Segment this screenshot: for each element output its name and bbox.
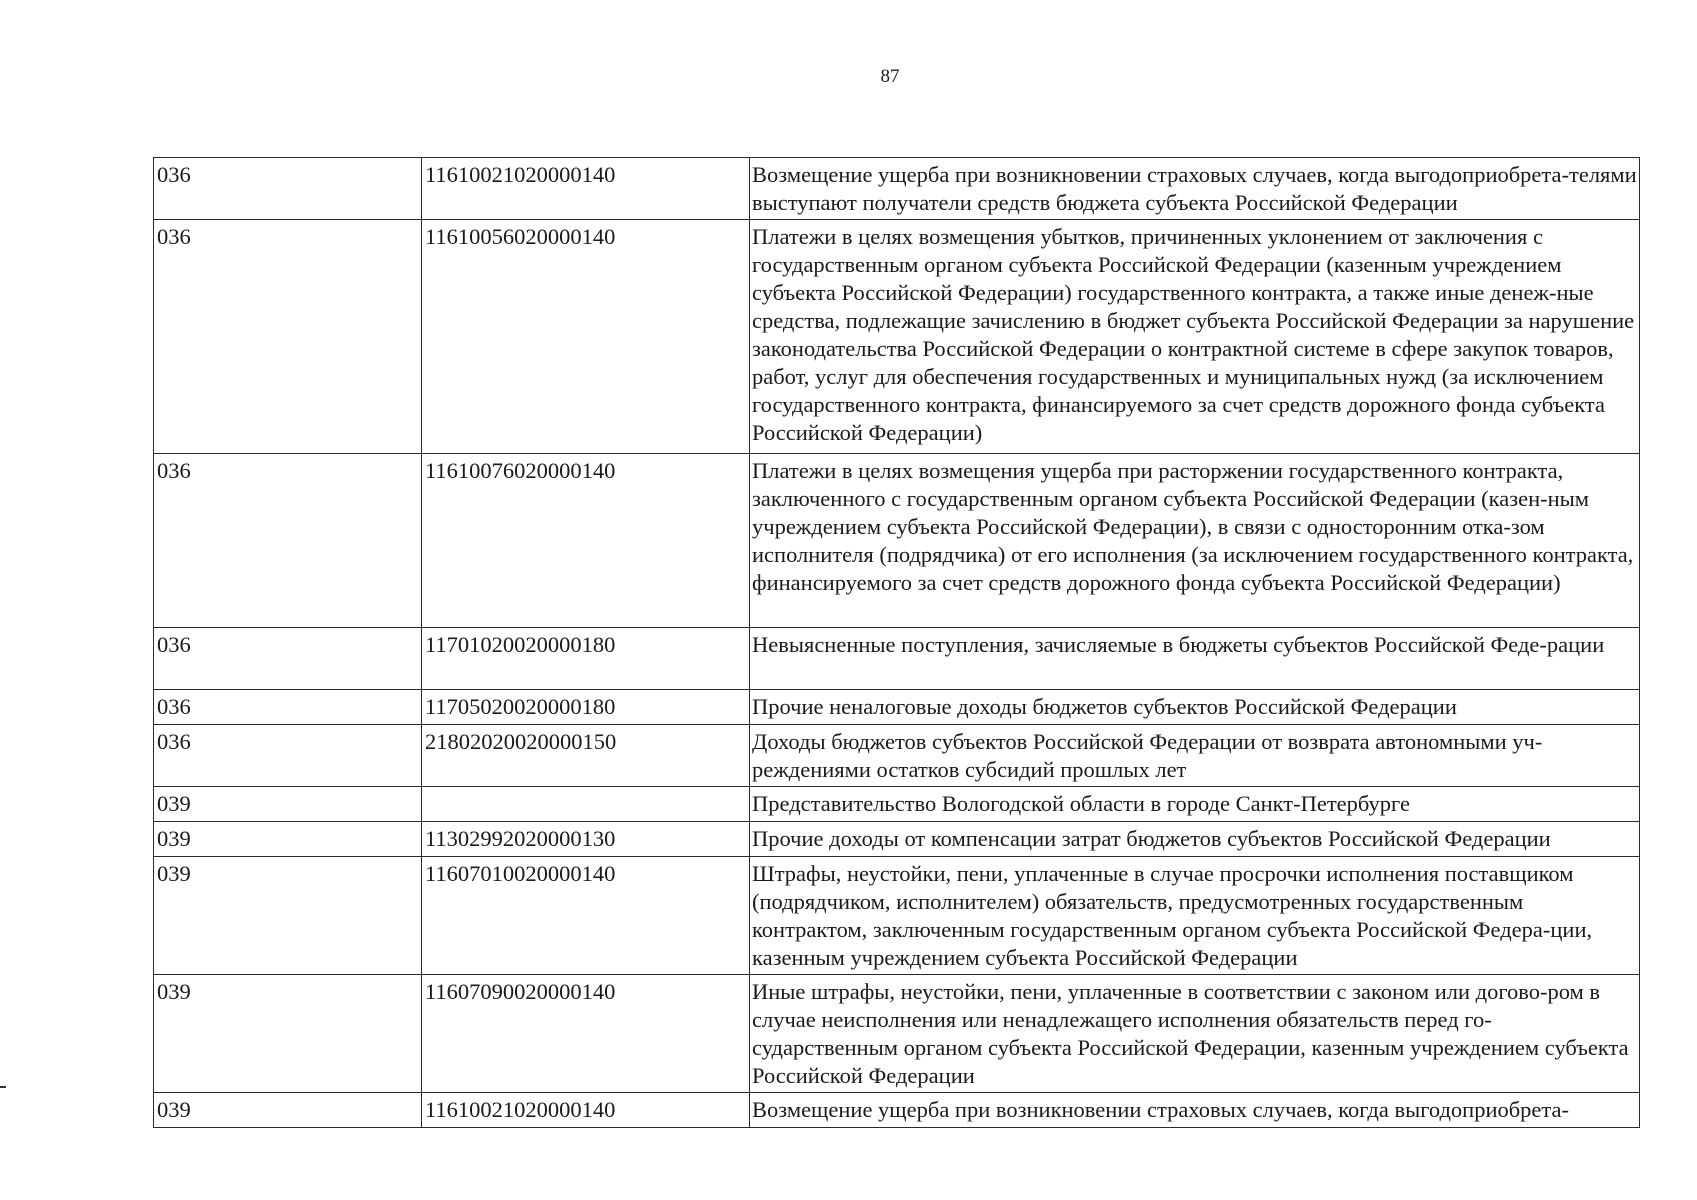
admin-code-cell: 039	[154, 787, 422, 822]
table-row	[154, 787, 1640, 822]
admin-code-cell: 036	[154, 725, 422, 787]
table-row	[154, 628, 1640, 690]
table-row	[154, 690, 1640, 725]
description-cell: Штрафы, неустойки, пени, уплаченные в случае просрочки исполнения поставщиком (подрядчиком, исполнителем) обязательств, предусмотренных государственным контрактом, заключенным государственным органом субъекта Российской Федера-ции, казенным учреждением субъекта Российской Федерации	[750, 857, 1640, 975]
admin-code-cell: 039	[154, 975, 422, 1093]
description-cell: Возмещение ущерба при возникновении страховых случаев, когда выгодоприобрета-телями выступают получатели средств бюджета субъекта Российской Федерации	[750, 158, 1640, 220]
description-cell: Доходы бюджетов субъектов Российской Федерации от возврата автономными уч-реждениями остатков субсидий прошлых лет	[750, 725, 1640, 787]
budget-code-cell: 11610021020000140	[422, 158, 750, 220]
admin-code-cell: 036	[154, 158, 422, 220]
budget-code-cell: 21802020020000150	[422, 725, 750, 787]
description-cell: Платежи в целях возмещения ущерба при расторжении государственного контракта, заключенного с государственным органом субъекта Российской Федерации (казен-ным учреждением субъекта Российской Федерации), в связи с односторонним отка-зом исполнителя (подрядчика) от его исполнения (за исключением государственного контракта, финансируемого за счет средств дорожного фонда субъекта Российской Федерации)	[750, 454, 1640, 628]
description-cell: Возмещение ущерба при возникновении страховых случаев, когда выгодоприобрета-	[750, 1093, 1640, 1128]
table-row	[154, 822, 1640, 857]
table-row	[154, 454, 1640, 628]
description-cell: Прочие доходы от компенсации затрат бюджетов субъектов Российской Федерации	[750, 822, 1640, 857]
admin-code-cell: 036	[154, 690, 422, 725]
table-row	[154, 857, 1640, 975]
admin-code-cell: 039	[154, 822, 422, 857]
admin-code-cell: 036	[154, 220, 422, 454]
budget-code-cell: 11607090020000140	[422, 975, 750, 1093]
budget-code-cell	[422, 787, 750, 822]
budget-code-cell: 11302992020000130	[422, 822, 750, 857]
budget-code-cell: 11610056020000140	[422, 220, 750, 454]
description-cell: Невыясненные поступления, зачисляемые в бюджеты субъектов Российской Феде-рации	[750, 628, 1640, 690]
budget-code-cell: 11701020020000180	[422, 628, 750, 690]
budget-code-cell: 11610076020000140	[422, 454, 750, 628]
admin-code-cell: 036	[154, 454, 422, 628]
description-cell: Прочие неналоговые доходы бюджетов субъектов Российской Федерации	[750, 690, 1640, 725]
budget-code-cell: 11610021020000140	[422, 1093, 750, 1128]
table-row	[154, 975, 1640, 1093]
admin-code-cell: 036	[154, 628, 422, 690]
admin-code-cell: 039	[154, 857, 422, 975]
description-cell: Иные штрафы, неустойки, пени, уплаченные в соответствии с законом или догово-ром в случае неисполнения или ненадлежащего исполнения обязательств перед го-сударственным органом субъекта Российской Федерации, казенным учреждением субъекта Российской Федерации	[750, 975, 1640, 1093]
table-row	[154, 1093, 1640, 1128]
description-cell: Платежи в целях возмещения убытков, причиненных уклонением от заключения с государственным органом субъекта Российской Федерации (казенным учреждением субъекта Российской Федерации) государственного контракта, а также иные денеж-ные средства, подлежащие зачислению в бюджет субъекта Российской Федерации за нарушение законодательства Российской Федерации о контрактной системе в сфере закупок товаров, работ, услуг для обеспечения государственных и муниципальных нужд (за исключением государственного контракта, финансируемого за счет средств дорожного фонда субъекта Российской Федерации)	[750, 220, 1640, 454]
table-row	[154, 158, 1640, 220]
table-row	[154, 220, 1640, 454]
budget-code-cell: 11705020020000180	[422, 690, 750, 725]
admin-code-cell: 039	[154, 1093, 422, 1128]
scan-edge-mark	[0, 1086, 6, 1088]
table-row	[154, 725, 1640, 787]
revenue-codes-table-wrapper	[153, 157, 1639, 1128]
page-number: 87	[880, 66, 900, 87]
revenue-codes-table	[153, 157, 1640, 1128]
description-cell: Представительство Вологодской области в городе Санкт-Петербурге	[750, 787, 1640, 822]
budget-code-cell: 11607010020000140	[422, 857, 750, 975]
